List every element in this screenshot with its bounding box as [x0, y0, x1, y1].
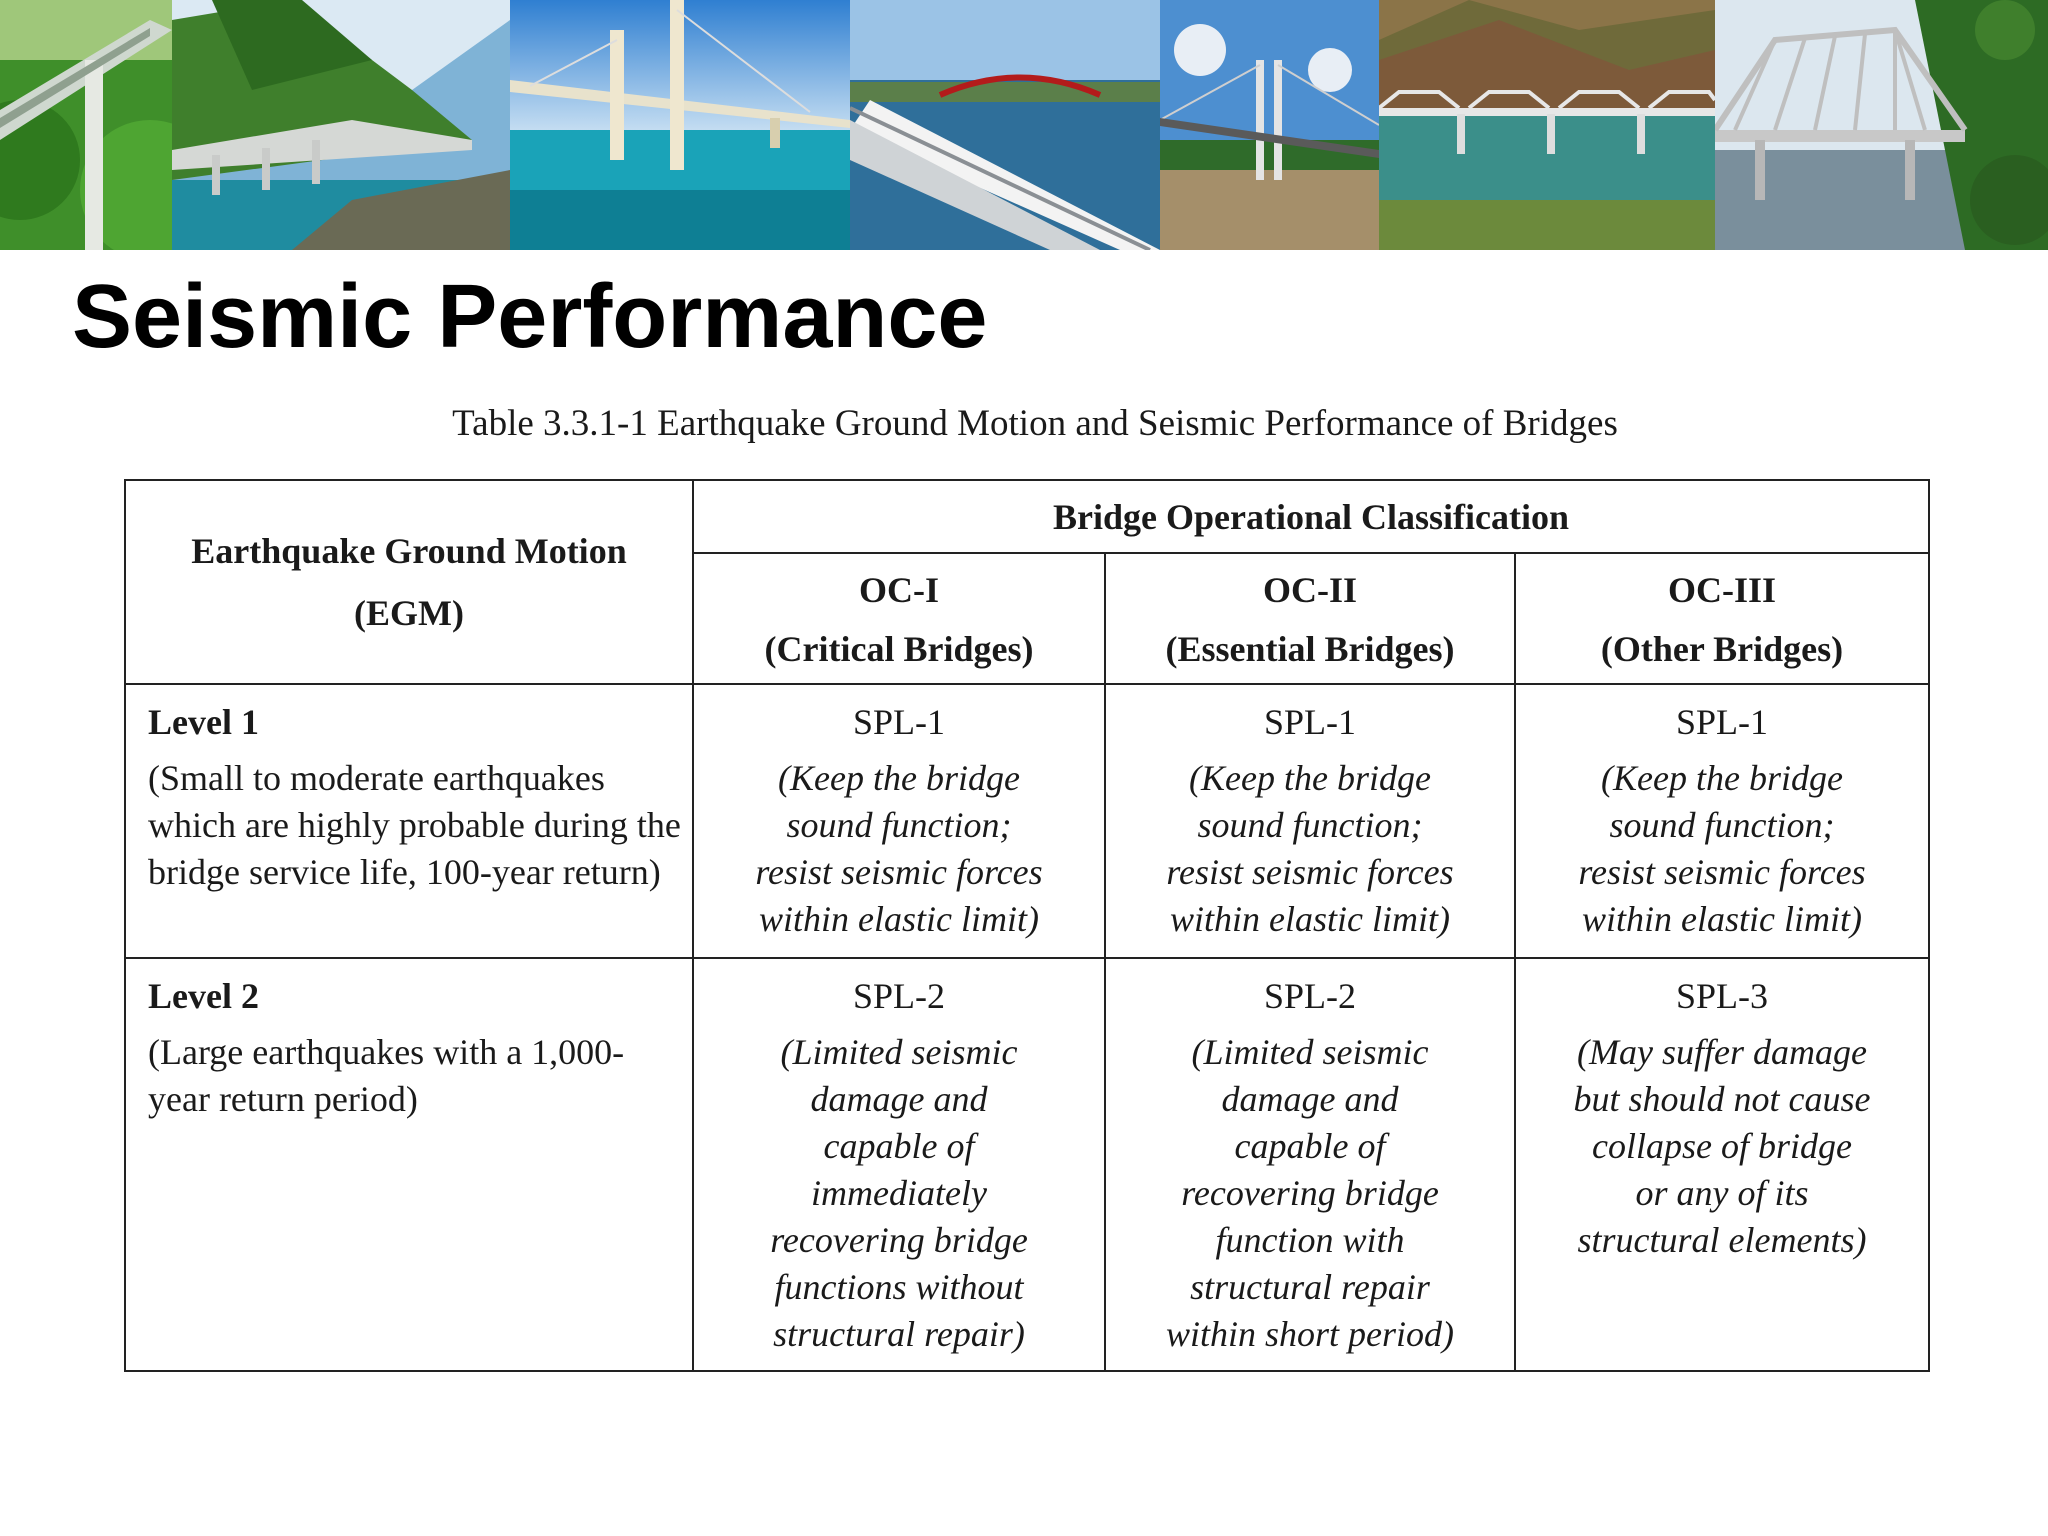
spl-code: SPL-1	[852, 702, 946, 742]
spl-description: (Keep the bridge sound function; resist seismic forces within elastic limit)	[1578, 758, 1866, 939]
class-code: OC-III	[1668, 569, 1777, 610]
spl-description: (Keep the bridge sound function; resist seismic forces within elastic limit)	[755, 758, 1043, 939]
spl-code: SPL-1	[1676, 702, 1769, 742]
header-row-1	[125, 480, 1929, 553]
class-header-oc-ii	[1105, 553, 1515, 684]
egm-header-line2: (EGM)	[354, 593, 464, 633]
coastal-viaduct-photo	[172, 0, 510, 250]
spl-description: (Keep the bridge sound function; resist seismic forces within elastic limit)	[1166, 758, 1454, 939]
spl-description: (Limited seismic damage and capable of immediately recovering bridge functions without structural repair)	[770, 1032, 1028, 1354]
level-description: (Small to moderate earthquakes which are highly probable during the bridge service life, 100-year return)	[148, 758, 681, 892]
arch-bridge-lake-photo	[850, 0, 1160, 250]
spl-cell-level1-oc-i	[693, 684, 1105, 958]
level-2-cell	[125, 958, 693, 1371]
spl-code: SPL-2	[1263, 976, 1357, 1016]
seismic-performance-table	[124, 479, 1930, 1372]
spl-code: SPL-2	[852, 976, 946, 1016]
class-code: OC-I	[859, 569, 939, 610]
level-name: Level 2	[148, 976, 259, 1016]
spl-description: (May suffer damage but should not cause collapse of bridge or any of its structural elements)	[1573, 1032, 1871, 1260]
class-name: (Other Bridges)	[1600, 628, 1844, 669]
suspension-bridge-river-photo	[1160, 0, 1379, 250]
level-name: Level 1	[148, 702, 259, 742]
cable-stayed-bridge-sea-photo	[510, 0, 850, 250]
class-code: OC-II	[1262, 569, 1357, 610]
level-1-cell	[125, 684, 693, 958]
table-caption: Table 3.3.1-1 Earthquake Ground Motion and Seismic Performance of Bridges	[452, 403, 1618, 444]
class-name: (Essential Bridges)	[1165, 628, 1455, 669]
table-row-level-2	[125, 958, 1929, 1371]
spl-code: SPL-1	[1263, 702, 1357, 742]
class-header-oc-i	[693, 553, 1105, 684]
egm-header-line1: Earthquake Ground Motion	[191, 531, 627, 571]
banner-photo-strip	[0, 0, 2048, 250]
spl-description: (Limited seismic damage and capable of recovering bridge function with structural repair within short period)	[1165, 1032, 1455, 1354]
bridge-viaduct-forest-photo	[0, 0, 172, 250]
spl-cell-level1-oc-iii	[1515, 684, 1929, 958]
spl-cell-level2-oc-iii	[1515, 958, 1929, 1371]
spl-cell-level2-oc-ii	[1105, 958, 1515, 1371]
spl-cell-level1-oc-ii	[1105, 684, 1515, 958]
spl-cell-level2-oc-i	[693, 958, 1105, 1371]
table-row-level-1	[125, 684, 1929, 958]
class-name: (Critical Bridges)	[764, 628, 1034, 669]
spl-code: SPL-3	[1676, 976, 1769, 1016]
truss-bridge-lake-photo	[1379, 0, 1715, 250]
steel-truss-bridge-photo	[1715, 0, 2048, 250]
egm-header	[125, 480, 693, 684]
classification-header: Bridge Operational Classification	[693, 480, 1929, 553]
level-description: (Large earthquakes with a 1,000-year return period)	[148, 1032, 625, 1119]
class-header-oc-iii	[1515, 553, 1929, 684]
slide-title: Seismic Performance	[72, 267, 988, 367]
